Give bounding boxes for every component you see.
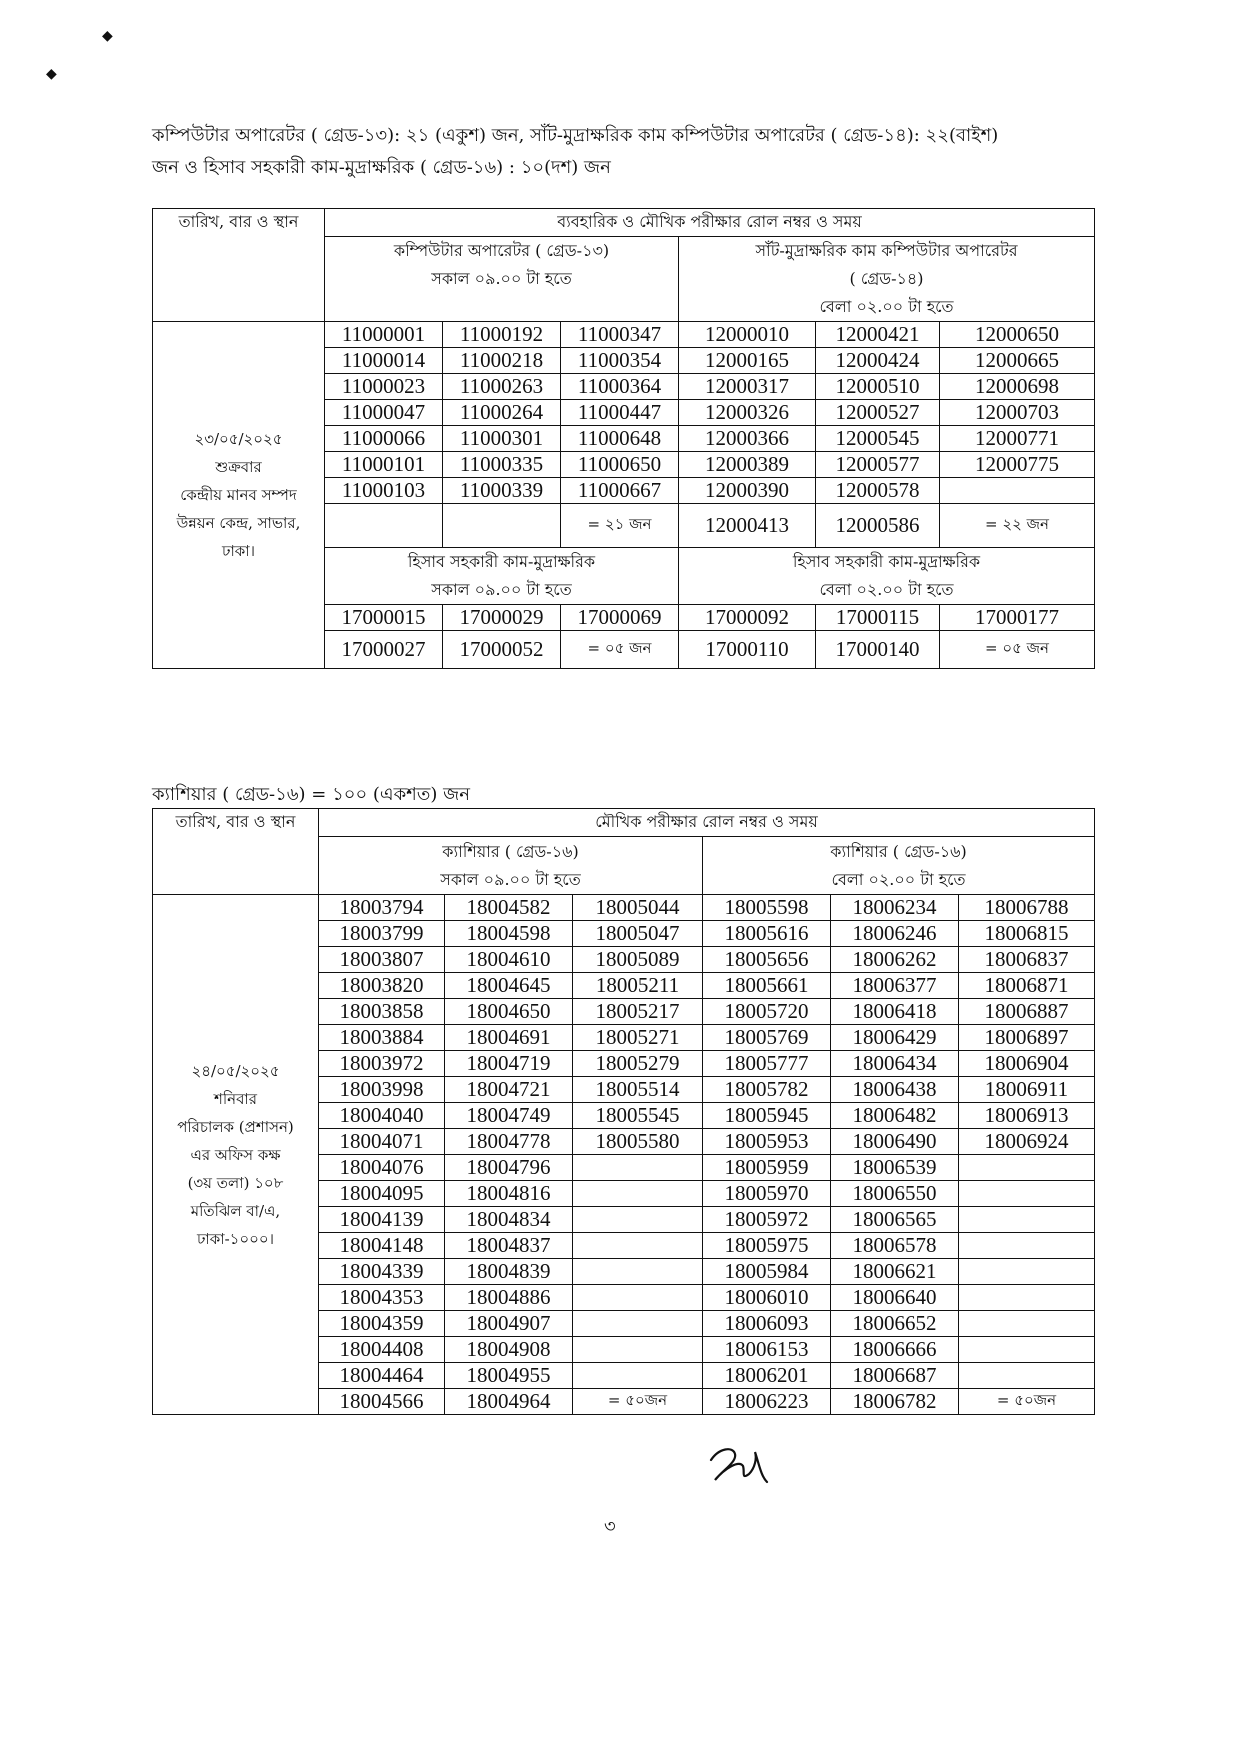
roll-number-cell [573, 1363, 703, 1389]
accounts-title: হিসাব সহকারী কাম-মুদ্রাক্ষরিক [407, 552, 596, 571]
roll-number-cell: 18004834 [445, 1207, 573, 1233]
roll-number-cell: 18004148 [319, 1233, 445, 1259]
roll-number-cell: 18005777 [703, 1051, 831, 1077]
roll-number-cell: 12000421 [816, 322, 940, 348]
roll-number-cell: 18004796 [445, 1155, 573, 1181]
roll-number-cell: 18004610 [445, 947, 573, 973]
roll-number-cell: 12000413 [679, 504, 816, 548]
roll-number-cell [573, 1337, 703, 1363]
roll-number-cell: 18006815 [959, 921, 1095, 947]
roll-number-cell: 18005970 [703, 1181, 831, 1207]
roll-number-cell: 18004691 [445, 1025, 573, 1051]
roll-number-cell: 11000014 [325, 348, 443, 374]
cashier-afternoon-header [703, 837, 1095, 895]
roll-number-cell: 18006234 [831, 895, 959, 921]
roll-number-cell: 12000165 [679, 348, 816, 374]
roll-number-cell: 18005616 [703, 921, 831, 947]
roll-number-cell: 18006911 [959, 1077, 1095, 1103]
empty-cell [443, 504, 561, 548]
roll-number-cell [959, 1233, 1095, 1259]
cashier-caption: ক্যাশিয়ার ( গ্রেড-১৬) = ১০০ (একশত) জন [152, 784, 470, 805]
roll-number-cell: 18004650 [445, 999, 573, 1025]
roll-number-cell: 18006897 [959, 1025, 1095, 1051]
roll-number-cell: 12000424 [816, 348, 940, 374]
roll-number-cell [573, 1181, 703, 1207]
roll-number-cell: 18006904 [959, 1051, 1095, 1077]
roll-number-cell: 18005545 [573, 1103, 703, 1129]
roll-number-cell [959, 1259, 1095, 1285]
date-venue-line: ঢাকা-১০০০। [196, 1229, 275, 1248]
roll-number-cell: 18006377 [831, 973, 959, 999]
roll-number-cell: 12000775 [940, 452, 1095, 478]
roll-number-cell: 18004071 [319, 1129, 445, 1155]
roll-number-cell: 17000092 [679, 605, 816, 631]
left-title: ক্যাশিয়ার ( গ্রেড-১৬) [442, 841, 579, 861]
roll-number-cell: 18006565 [831, 1207, 959, 1233]
roll-number-cell: 18004582 [445, 895, 573, 921]
roll-number-cell: 18005984 [703, 1259, 831, 1285]
right-title: ক্যাশিয়ার ( গ্রেড-১৬) [830, 841, 967, 861]
total-cell: = ০৫ জন [940, 631, 1095, 669]
roll-number-cell [959, 1207, 1095, 1233]
roll-number-cell: 17000177 [940, 605, 1095, 631]
roll-number-cell: 17000140 [816, 631, 940, 669]
roll-number-cell: 12000326 [679, 400, 816, 426]
roll-number-cell: 12000650 [940, 322, 1095, 348]
roll-number-cell: 18005720 [703, 999, 831, 1025]
roll-number-cell: 11000103 [325, 478, 443, 504]
roll-number-cell: 18005975 [703, 1233, 831, 1259]
roll-number-cell: 18006153 [703, 1337, 831, 1363]
roll-number-cell: 18003972 [319, 1051, 445, 1077]
roll-number-cell [959, 1285, 1095, 1311]
accounts-time: বেলা ০২.০০ টা হতে [819, 580, 954, 599]
roll-number-cell: 18004907 [445, 1311, 573, 1337]
main-header: মৌখিক পরীক্ষার রোল নম্বর ও সময় [319, 809, 1095, 837]
roll-number-cell: 18006539 [831, 1155, 959, 1181]
total-cell: = ০৫ জন [561, 631, 679, 669]
date-header: তারিখ, বার ও স্থান [153, 209, 325, 322]
empty-cell [325, 504, 443, 548]
date-venue-line: ঢাকা। [221, 542, 256, 560]
roll-number-cell: 18003820 [319, 973, 445, 999]
roll-number-cell [573, 1311, 703, 1337]
accounts-title: হিসাব সহকারী কাম-মুদ্রাক্ষরিক [792, 552, 981, 571]
date-venue-line: কেন্দ্রীয় মানব সম্পদ [180, 486, 297, 504]
left-time: সকাল ০৯.০০ টা হতে [431, 269, 572, 288]
roll-number-cell: 11000218 [443, 348, 561, 374]
roll-number-cell: 18005514 [573, 1077, 703, 1103]
roll-number-cell: 18005279 [573, 1051, 703, 1077]
date-venue-line: এর অফিস কক্ষ [190, 1145, 281, 1164]
right-title: সাঁট-মুদ্রাক্ষরিক কাম কম্পিউটার অপারেটর [755, 241, 1018, 260]
roll-number-cell: 18005661 [703, 973, 831, 999]
roll-number-cell: 18006434 [831, 1051, 959, 1077]
roll-number-cell: 18004076 [319, 1155, 445, 1181]
roll-number-cell: 18005656 [703, 947, 831, 973]
roll-number-cell: 11000101 [325, 452, 443, 478]
roll-number-cell: 17000069 [561, 605, 679, 631]
roll-number-cell: 11000364 [561, 374, 679, 400]
roll-number-cell: 18004353 [319, 1285, 445, 1311]
roll-number-cell: 18005598 [703, 895, 831, 921]
roll-number-cell: 12000389 [679, 452, 816, 478]
roll-number-cell: 12000390 [679, 478, 816, 504]
roll-number-cell: 12000317 [679, 374, 816, 400]
roll-number-cell: 17000115 [816, 605, 940, 631]
roll-number-cell: 18005972 [703, 1207, 831, 1233]
computer-operator-header [325, 237, 679, 322]
roll-number-cell: 18005769 [703, 1025, 831, 1051]
roll-number-cell: 18004464 [319, 1363, 445, 1389]
roll-number-cell: 18005211 [573, 973, 703, 999]
total-cell: = ২২ জন [940, 504, 1095, 548]
cashier-morning-header [319, 837, 703, 895]
roll-number-cell [959, 1155, 1095, 1181]
roll-number-cell: 18005959 [703, 1155, 831, 1181]
roll-number-cell: 18005580 [573, 1129, 703, 1155]
roll-number-cell: 18003858 [319, 999, 445, 1025]
roll-number-cell: 18004749 [445, 1103, 573, 1129]
roll-number-cell [573, 1207, 703, 1233]
roll-number-cell: 11000347 [561, 322, 679, 348]
roll-number-cell: 12000665 [940, 348, 1095, 374]
roll-number-cell: 11000066 [325, 426, 443, 452]
roll-number-cell: 18004040 [319, 1103, 445, 1129]
roll-number-cell [959, 1311, 1095, 1337]
roll-number-cell: 18006201 [703, 1363, 831, 1389]
roll-number-cell: 11000263 [443, 374, 561, 400]
accounts-assistant-header [679, 548, 1095, 605]
roll-number-cell: 18004778 [445, 1129, 573, 1155]
roll-number-cell [940, 478, 1095, 504]
roll-number-cell: 17000052 [443, 631, 561, 669]
roll-number-cell: 18005044 [573, 895, 703, 921]
roll-number-cell: 18004886 [445, 1285, 573, 1311]
table-row [153, 322, 1095, 348]
roll-number-cell: 11000650 [561, 452, 679, 478]
roll-number-cell: 11000335 [443, 452, 561, 478]
roll-number-cell: 18004839 [445, 1259, 573, 1285]
roll-number-cell: 18006246 [831, 921, 959, 947]
roll-number-cell: 18006887 [959, 999, 1095, 1025]
roll-number-cell: 18005047 [573, 921, 703, 947]
roll-number-cell: 18004837 [445, 1233, 573, 1259]
accounts-assistant-header [325, 548, 679, 605]
roll-number-cell: 11000667 [561, 478, 679, 504]
roll-number-cell: 11000264 [443, 400, 561, 426]
roll-number-cell: 18003799 [319, 921, 445, 947]
date-venue-line: (৩য় তলা) ১০৮ [187, 1173, 284, 1192]
page-number: ৩ [604, 1516, 616, 1537]
roll-number-cell: 11000001 [325, 322, 443, 348]
roll-number-cell: 18006262 [831, 947, 959, 973]
total-cell: = ২১ জন [561, 504, 679, 548]
roll-number-cell: 12000698 [940, 374, 1095, 400]
total-cell: = ৫০জন [959, 1389, 1095, 1415]
schedule-table-2 [152, 808, 1095, 1415]
left-time: সকাল ০৯.০০ টা হতে [440, 869, 581, 889]
roll-number-cell: 18006687 [831, 1363, 959, 1389]
roll-number-cell: 18004359 [319, 1311, 445, 1337]
roll-number-cell: 18006924 [959, 1129, 1095, 1155]
roll-number-cell: 18004721 [445, 1077, 573, 1103]
roll-number-cell: 18006837 [959, 947, 1095, 973]
roll-number-cell: 18004908 [445, 1337, 573, 1363]
roll-number-cell: 18006578 [831, 1233, 959, 1259]
roll-number-cell [573, 1285, 703, 1311]
date-venue-line: ২৪/০৫/২০২৫ [191, 1061, 280, 1080]
roll-number-cell: 18006652 [831, 1311, 959, 1337]
roll-number-cell: 18006490 [831, 1129, 959, 1155]
roll-number-cell: 11000447 [561, 400, 679, 426]
roll-number-cell: 18006482 [831, 1103, 959, 1129]
roll-number-cell: 18003794 [319, 895, 445, 921]
roll-number-cell: 18006093 [703, 1311, 831, 1337]
roll-number-cell: 11000047 [325, 400, 443, 426]
intro-line-2: জন ও হিসাব সহকারী কাম-মুদ্রাক্ষরিক ( গ্রেড-১৬) : ১০(দশ) জন [152, 157, 611, 178]
roll-number-cell: 17000015 [325, 605, 443, 631]
scan-dot: ◆ [102, 28, 113, 44]
roll-number-cell: 18006429 [831, 1025, 959, 1051]
roll-number-cell: 17000110 [679, 631, 816, 669]
date-header: তারিখ, বার ও স্থান [153, 809, 319, 895]
left-title: কম্পিউটার অপারেটর ( গ্রেড-১৩) [393, 241, 610, 260]
roll-number-cell: 18004139 [319, 1207, 445, 1233]
roll-number-cell: 18004408 [319, 1337, 445, 1363]
roll-number-cell: 18006913 [959, 1103, 1095, 1129]
roll-number-cell: 18005953 [703, 1129, 831, 1155]
intro-text [152, 120, 1092, 184]
accounts-time: সকাল ০৯.০০ টা হতে [431, 580, 572, 599]
date-venue-line: শুক্রবার [215, 458, 262, 476]
right-grade: ( গ্রেড-১৪) [849, 269, 924, 288]
roll-number-cell: 12000010 [679, 322, 816, 348]
schedule-table-1 [152, 208, 1095, 669]
roll-number-cell: 12000366 [679, 426, 816, 452]
roll-number-cell: 11000648 [561, 426, 679, 452]
roll-number-cell: 18005217 [573, 999, 703, 1025]
roll-number-cell: 18004566 [319, 1389, 445, 1415]
date-venue-line: পরিচালক (প্রশাসন) [177, 1117, 294, 1136]
date-venue-cell [153, 895, 319, 1415]
steno-operator-header [679, 237, 1095, 322]
roll-number-cell: 18006223 [703, 1389, 831, 1415]
roll-number-cell: 18004645 [445, 973, 573, 999]
date-venue-line: ২৩/০৫/২০২৫ [194, 430, 283, 448]
roll-number-cell: 11000354 [561, 348, 679, 374]
right-time: বেলা ০২.০০ টা হতে [831, 869, 966, 889]
date-venue-line: মতিঝিল বা/এ, [190, 1201, 281, 1220]
main-header: ব্যবহারিক ও মৌখিক পরীক্ষার রোল নম্বর ও সময় [325, 209, 1095, 237]
right-time: বেলা ০২.০০ টা হতে [819, 297, 954, 316]
roll-number-cell: 18004816 [445, 1181, 573, 1207]
roll-number-cell: 18004095 [319, 1181, 445, 1207]
roll-number-cell [573, 1155, 703, 1181]
roll-number-cell: 18005945 [703, 1103, 831, 1129]
roll-number-cell: 18005271 [573, 1025, 703, 1051]
roll-number-cell: 17000029 [443, 605, 561, 631]
roll-number-cell: 18006782 [831, 1389, 959, 1415]
roll-number-cell: 18004964 [445, 1389, 573, 1415]
roll-number-cell: 18004598 [445, 921, 573, 947]
date-venue-cell [153, 322, 325, 669]
roll-number-cell: 18005782 [703, 1077, 831, 1103]
total-cell: = ৫০জন [573, 1389, 703, 1415]
roll-number-cell: 18006666 [831, 1337, 959, 1363]
roll-number-cell [959, 1363, 1095, 1389]
signature [705, 1440, 775, 1492]
scan-dot: ◆ [46, 66, 57, 82]
intro-line-1: কম্পিউটার অপারেটর ( গ্রেড-১৩): ২১ (একুশ) জন, সাঁট-মুদ্রাক্ষরিক কাম কম্পিউটার অপারেটর ( গ্রেড-১৪): ২২(বাইশ) [152, 125, 999, 146]
roll-number-cell: 12000578 [816, 478, 940, 504]
roll-number-cell: 18006010 [703, 1285, 831, 1311]
roll-number-cell: 18006550 [831, 1181, 959, 1207]
roll-number-cell: 18006438 [831, 1077, 959, 1103]
roll-number-cell: 12000545 [816, 426, 940, 452]
roll-number-cell: 12000586 [816, 504, 940, 548]
roll-number-cell: 12000771 [940, 426, 1095, 452]
roll-number-cell [573, 1259, 703, 1285]
roll-number-cell: 18006640 [831, 1285, 959, 1311]
roll-number-cell: 18005089 [573, 947, 703, 973]
roll-number-cell: 18003998 [319, 1077, 445, 1103]
roll-number-cell: 11000301 [443, 426, 561, 452]
roll-number-cell: 18003884 [319, 1025, 445, 1051]
roll-number-cell [959, 1337, 1095, 1363]
roll-number-cell: 11000192 [443, 322, 561, 348]
roll-number-cell: 12000577 [816, 452, 940, 478]
roll-number-cell: 12000703 [940, 400, 1095, 426]
roll-number-cell: 18004955 [445, 1363, 573, 1389]
roll-number-cell: 18006621 [831, 1259, 959, 1285]
roll-number-cell: 11000023 [325, 374, 443, 400]
roll-number-cell: 18004719 [445, 1051, 573, 1077]
roll-number-cell: 18006871 [959, 973, 1095, 999]
roll-number-cell: 18003807 [319, 947, 445, 973]
roll-number-cell [959, 1181, 1095, 1207]
date-venue-line: উন্নয়ন কেন্দ্র, সাভার, [176, 514, 301, 532]
roll-number-cell: 12000527 [816, 400, 940, 426]
date-venue-line: শনিবার [213, 1089, 258, 1108]
table-row [153, 895, 1095, 921]
roll-number-cell: 18004339 [319, 1259, 445, 1285]
roll-number-cell [573, 1233, 703, 1259]
roll-number-cell: 12000510 [816, 374, 940, 400]
roll-number-cell: 17000027 [325, 631, 443, 669]
roll-number-cell: 18006418 [831, 999, 959, 1025]
roll-number-cell: 18006788 [959, 895, 1095, 921]
roll-number-cell: 11000339 [443, 478, 561, 504]
